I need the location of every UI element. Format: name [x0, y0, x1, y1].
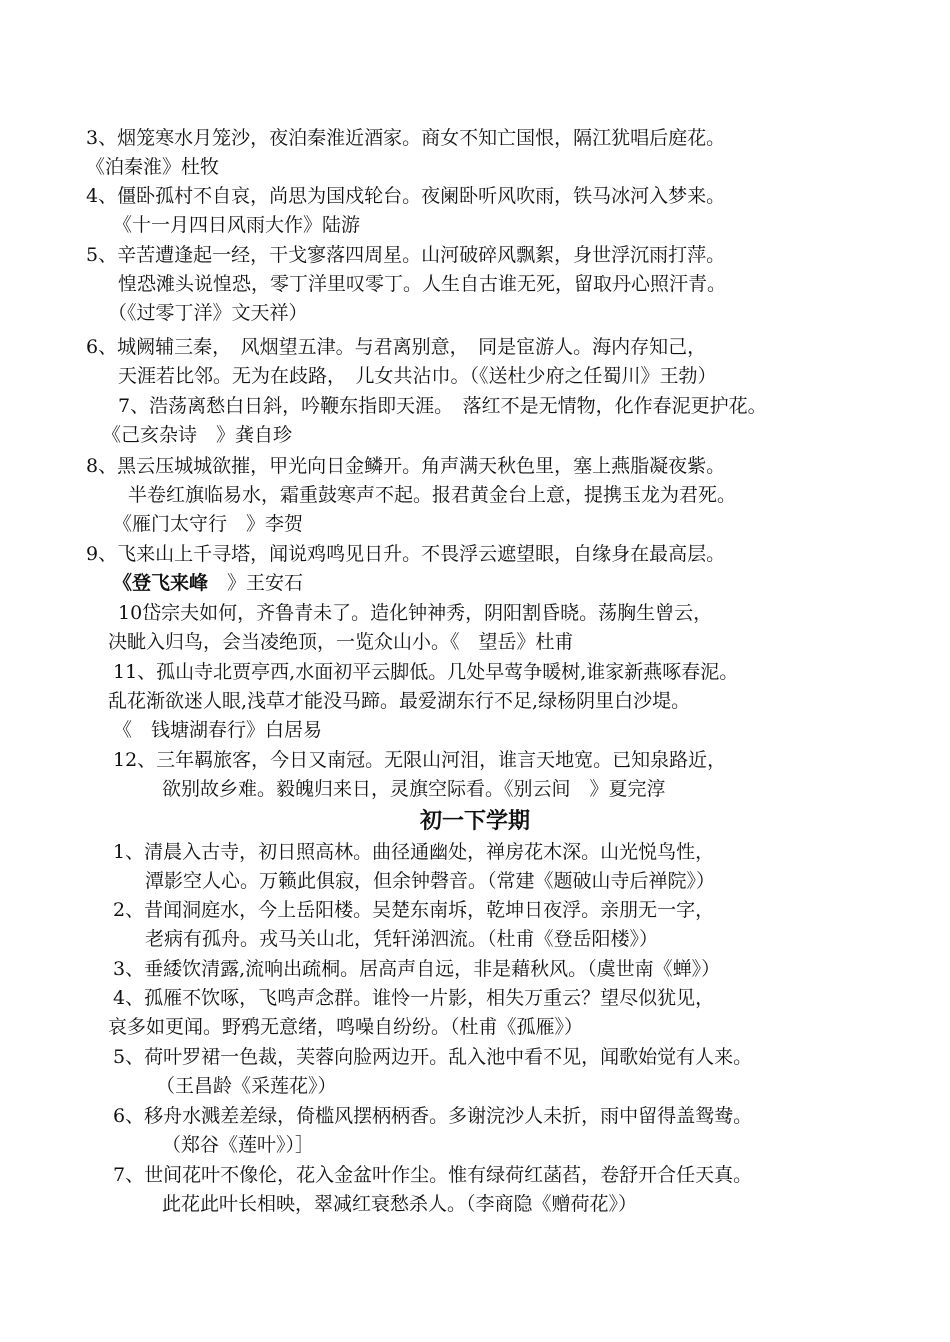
poem-9-source-author: 》王安石 [208, 572, 304, 594]
poem-b7-line-1: 7、世间花叶不像伦，花入金盆叶作尘。惟有绿荷红菡萏，卷舒开合任天真。 [113, 1164, 753, 1186]
poem-b3-line: 3、垂緌饮清露,流响出疏桐。居高声自远，非是藉秋风。（虞世南《蝉》） [113, 958, 721, 980]
poem-b6-line: 6、移舟水溅差差绿，倚槛风摆柄柄香。多谢浣沙人未折，雨中留得盖鸳鸯。 [113, 1105, 753, 1127]
poem-3-line: 3、烟笼寒水月笼沙，夜泊秦淮近酒家。商女不知亡国恨，隔江犹唱后庭花。 [86, 127, 726, 149]
poem-6-line-1: 6、城阙辅三秦， 风烟望五津。与君离别意， 同是宦游人。海内存知己， [86, 336, 707, 358]
poem-10-line-1: 10岱宗夫如何，齐鲁青未了。造化钟神秀，阴阳割昏晓。荡胸生曾云， [118, 602, 713, 624]
poem-b5-line: 5、荷叶罗裙一色裁，芙蓉向脸两边开。乱入池中看不见，闻歌始觉有人来。 [113, 1046, 753, 1068]
poem-b6-source: （郑谷《莲叶》）］ [162, 1134, 315, 1156]
poem-b1-line-2: 潭影空人心。万籁此俱寂，但余钟磬音。（常建《题破山寺后禅院》） [145, 870, 716, 892]
poem-b4-line-2: 哀多如更闻。野鸦无意绪，鸣噪自纷纷。（杜甫《孤雁》） [108, 1016, 584, 1038]
section-heading: 初一下学期 [419, 808, 530, 834]
poem-9-line: 9、飞来山上千寻塔，闻说鸡鸣见日升。不畏浮云遮望眼，自缘身在最高层。 [86, 543, 726, 565]
poem-11-line-2: 乱花渐欲迷人眼,浅草才能没马蹄。最爱湖东行不足,绿杨阴里白沙堤。 [108, 690, 691, 712]
poem-12-line-1: 12、三年羁旅客，今日又南冠。无限山河泪，谁言天地宽。已知泉路近， [113, 749, 727, 771]
poem-3-source: 《泊秦淮》杜牧 [86, 156, 220, 178]
poem-10-line-2: 决眦入归鸟，会当凌绝顶，一览众山小。《 望岳》杜甫 [108, 631, 574, 653]
poem-7-line: 7、浩荡离愁白日斜，吟鞭东指即天涯。 落红不是无情物，化作春泥更护花。 [118, 395, 767, 417]
poem-8-source: 《雁门太守行 》李贺 [113, 513, 304, 535]
poem-9-source [113, 569, 303, 597]
poem-9-source-title: 《登飞来峰 [113, 572, 209, 594]
poem-b2-line-1: 2、昔闻洞庭水，今上岳阳楼。吴楚东南坼，乾坤日夜浮。亲朋无一字， [113, 899, 715, 921]
poem-8-line-2: 半卷红旗临易水，霜重鼓寒声不起。报君黄金台上意，提携玉龙为君死。 [128, 484, 737, 506]
poem-11-source: 《 钱塘湖春行》白居易 [113, 719, 323, 741]
poem-b5-source: （王昌龄《采莲花》） [156, 1075, 337, 1097]
poem-5-source: （《过零丁洋》文天祥） [108, 302, 308, 324]
poem-4-source: 《十一月四日风雨大作》陆游 [113, 214, 361, 236]
poem-5-line-2: 惶恐滩头说惶恐，零丁洋里叹零丁。人生自古谁无死，留取丹心照汗青。 [118, 273, 727, 295]
poem-6-line-2: 天涯若比邻。无为在歧路， 儿女共沾巾。（《送杜少府之任蜀川》王勃） [118, 365, 717, 387]
poem-4-line: 4、僵卧孤村不自哀，尚思为国戍轮台。夜阑卧听风吹雨，铁马冰河入梦来。 [86, 185, 726, 207]
poem-5-line-1: 5、辛苦遭逢起一经，干戈寥落四周星。山河破碎风飘絮，身世浮沉雨打萍。 [86, 244, 726, 266]
poem-b2-line-2: 老病有孤舟。戎马关山北，凭轩涕泗流。（杜甫《登岳阳楼》） [145, 928, 659, 950]
poem-12-line-2: 欲别故乡难。毅魄归来日，灵旗空际看。《别云间 》夏完淳 [162, 778, 666, 800]
poem-8-line-1: 8、黑云压城城欲摧，甲光向日金鳞开。角声满天秋色里，塞上燕脂凝夜紫。 [86, 455, 726, 477]
poem-7-source: 《己亥杂诗 》龚自珍 [102, 424, 293, 446]
poem-b1-line-1: 1、清晨入古寺，初日照高林。曲径通幽处，禅房花木深。山光悦鸟性， [113, 841, 715, 863]
poem-11-line-1: 11、孤山寺北贾亭西,水面初平云脚低。几处早莺争暖树,谁家新燕啄春泥。 [113, 661, 739, 683]
poem-b4-line-1: 4、孤雁不饮啄，飞鸣声念群。谁怜一片影，相失万重云？望尽似犹见， [113, 987, 715, 1009]
poem-b7-line-2: 此花此叶长相映，翠减红衰愁杀人。（李商隐《赠荷花》） [162, 1193, 638, 1215]
